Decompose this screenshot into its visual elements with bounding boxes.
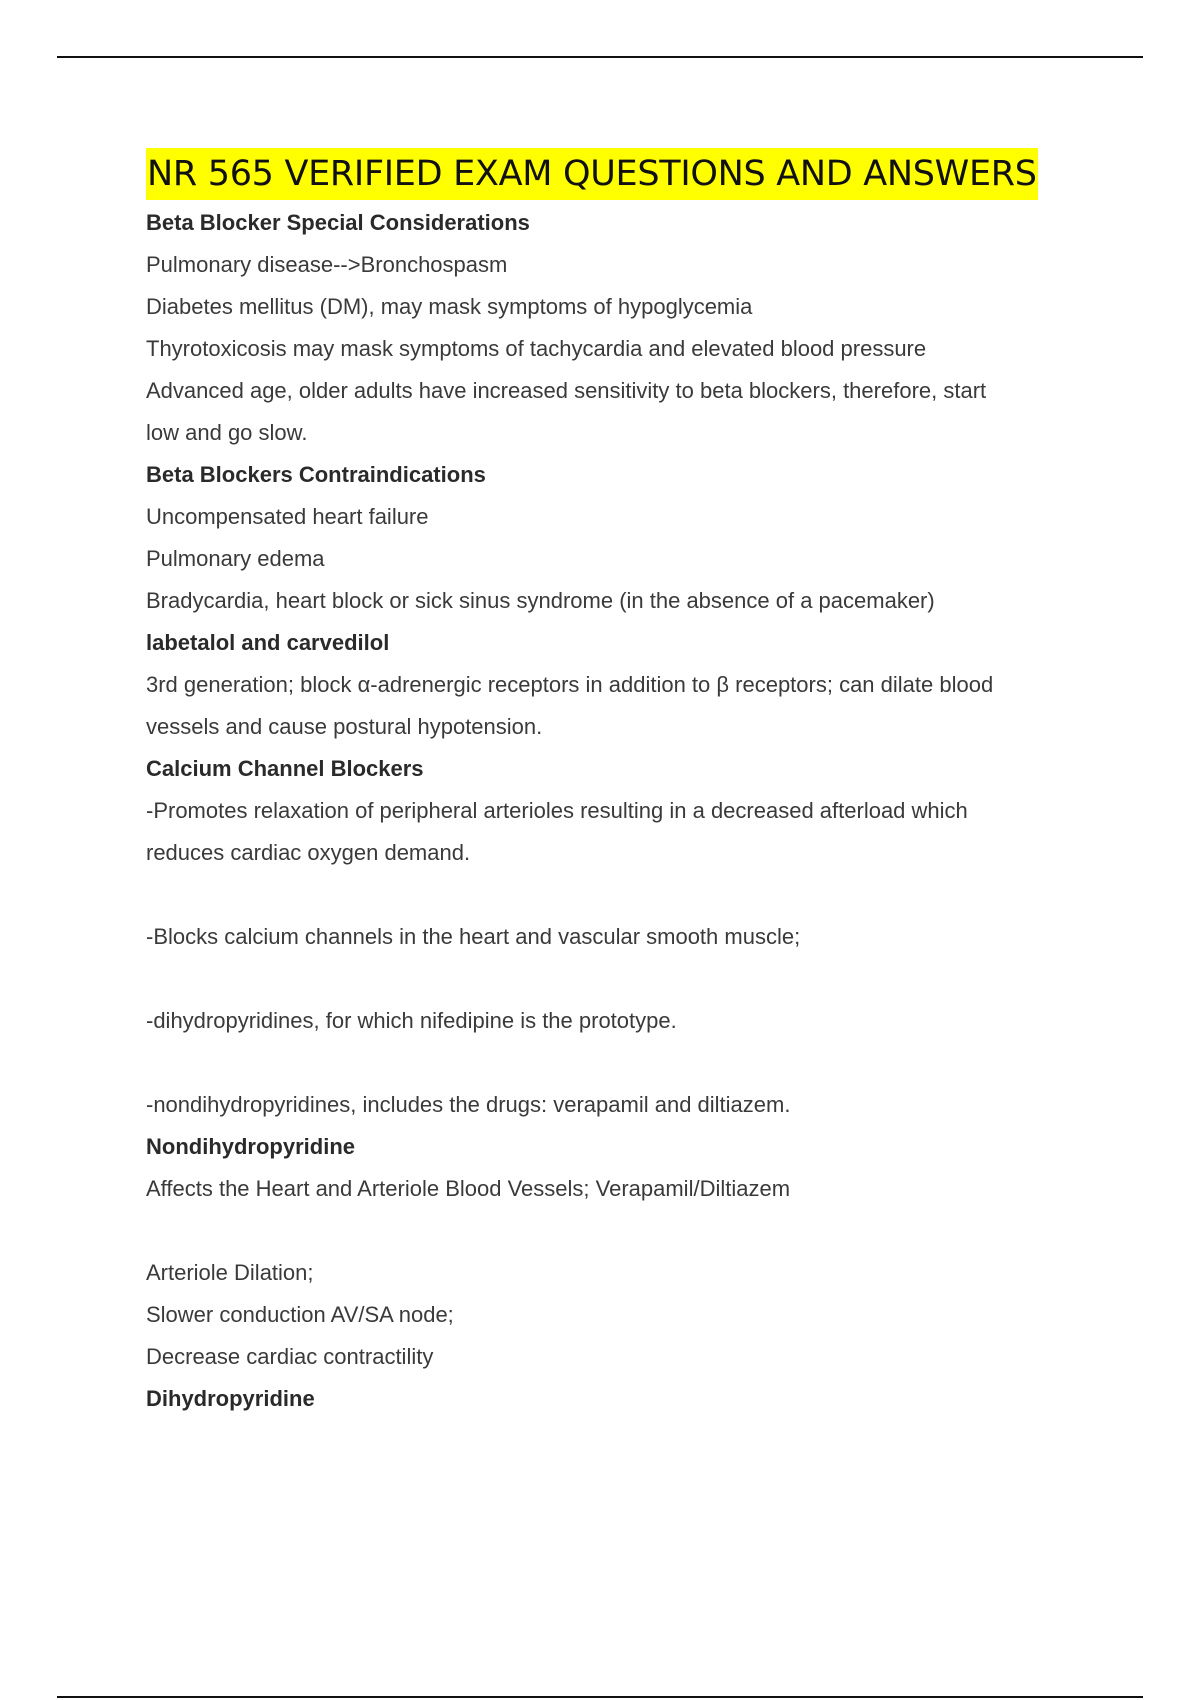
document-body <box>146 148 1086 1420</box>
body-text-line: Thyrotoxicosis may mask symptoms of tachycardia and elevated blood pressure <box>146 336 927 361</box>
body-text-line: Pulmonary disease-->Bronchospasm <box>146 252 508 277</box>
section-heading: Calcium Channel Blockers <box>146 756 424 781</box>
body-text-line: -nondihydropyridines, includes the drugs: verapamil and diltiazem. <box>146 1092 791 1117</box>
blank-line <box>146 958 1086 1000</box>
body-text-line: Pulmonary edema <box>146 546 325 571</box>
body-text-line: Advanced age, older adults have increased sensitivity to beta blockers, therefore, start <box>146 378 987 403</box>
body-text-line: -Blocks calcium channels in the heart and vascular smooth muscle; <box>146 924 801 949</box>
body-text-line: low and go slow. <box>146 420 308 445</box>
top-rule <box>57 56 1143 58</box>
body-text-line: Decrease cardiac contractility <box>146 1344 434 1369</box>
body-text-line: 3rd generation; block α-adrenergic receptors in addition to β receptors; can dilate blood <box>146 672 994 697</box>
bottom-rule <box>57 1696 1143 1698</box>
body-text-line: Arteriole Dilation; <box>146 1260 314 1285</box>
body-text-line: Bradycardia, heart block or sick sinus syndrome (in the absence of a pacemaker) <box>146 588 935 613</box>
blank-line <box>146 1042 1086 1084</box>
body-text-line: -Promotes relaxation of peripheral arterioles resulting in a decreased afterload which <box>146 798 968 823</box>
section-heading: labetalol and carvedilol <box>146 630 390 655</box>
body-text-line: Affects the Heart and Arteriole Blood Vessels; Verapamil/Diltiazem <box>146 1176 791 1201</box>
body-text-line: vessels and cause postural hypotension. <box>146 714 543 739</box>
document-lines <box>146 202 1086 1420</box>
body-text-line: -dihydropyridines, for which nifedipine is the prototype. <box>146 1008 677 1033</box>
blank-line <box>146 1210 1086 1252</box>
body-text-line: Diabetes mellitus (DM), may mask symptoms of hypoglycemia <box>146 294 753 319</box>
section-heading: Nondihydropyridine <box>146 1134 355 1159</box>
body-text-line: reduces cardiac oxygen demand. <box>146 840 471 865</box>
section-heading: Beta Blocker Special Considerations <box>146 210 530 235</box>
document-title: NR 565 VERIFIED EXAM QUESTIONS AND ANSWERS <box>146 148 1038 200</box>
section-heading: Beta Blockers Contraindications <box>146 462 486 487</box>
blank-line <box>146 874 1086 916</box>
body-text-line: Slower conduction AV/SA node; <box>146 1302 454 1327</box>
body-text-line: Uncompensated heart failure <box>146 504 429 529</box>
section-heading: Dihydropyridine <box>146 1386 315 1411</box>
